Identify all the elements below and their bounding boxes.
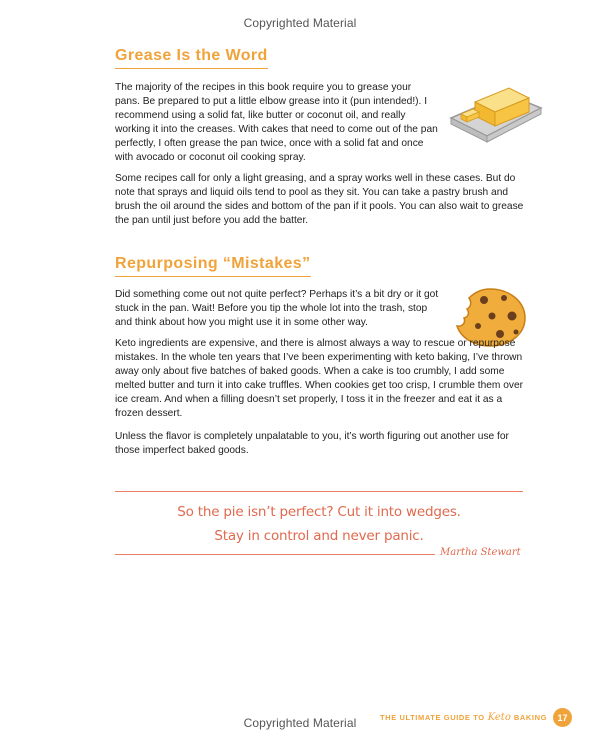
quote-divider-top bbox=[115, 491, 523, 492]
pull-quote-line: Stay in control and never panic. bbox=[214, 528, 424, 544]
page-number: 17 bbox=[553, 708, 572, 727]
copyright-watermark-bottom: Copyrighted Material bbox=[243, 716, 357, 730]
paragraph: Unless the flavor is completely unpalatable to you, it’s worth figuring out another use for those imperfect baked goods. bbox=[115, 431, 509, 456]
butter-dish-icon bbox=[447, 80, 543, 146]
section-heading-repurposing: Repurposing “Mistakes” bbox=[115, 255, 311, 277]
pull-quote-line: So the pie isn’t perfect? Cut it into wedges. bbox=[177, 504, 461, 520]
paragraph: Keto ingredients are expensive, and there is almost always a way to rescue or repurpose mistakes. In the whole ten years that I’ve been experimenting with keto baking, I’ve thrown away only about five batches of baked goods. When a cake is too crumbly, I add some melted butter and turn it into cake truffles. When cookies get too crisp, I crumble them over ice cream. And when a filling doesn’t set properly, I toss it in the freezer and eat it as a frozen dessert. bbox=[115, 338, 524, 419]
footer-book-title-script: Keto bbox=[487, 712, 511, 723]
paragraph: Some recipes call for only a light greasing, and a spray works well in these cases. But do note that sprays and liquid oils tend to pool as they sit. You can take a pastry brush and brush the oil around the sides and bottom of the pan if it pools. You can also wait to grease the pan until just before you add the batter. bbox=[115, 173, 524, 226]
section-heading-grease: Grease Is the Word bbox=[115, 47, 268, 69]
paragraph: Did something come out not quite perfect? Perhaps it’s a bit dry or it got stuck in the pan. Wait! Before you tip the whole lot into the trash, stop and think about how you might use it in some other way. bbox=[115, 289, 439, 328]
footer-book-title-suffix: BAKING bbox=[513, 713, 548, 722]
paragraph: The majority of the recipes in this book require you to grease your pans. Be prepared to put a little elbow grease into it (pun intended!). I recommend using a solid fat, like butter or coconut oil, and really working it into the creases. With cakes that need to come out of the pan perfectly, I often grease the pan twice, once with a solid fat and once with avocado or coconut oil cooking spray. bbox=[115, 82, 438, 163]
quote-divider-bottom bbox=[115, 554, 435, 555]
copyright-watermark-top: Copyrighted Material bbox=[243, 16, 357, 30]
footer-book-title-prefix: THE ULTIMATE GUIDE TO bbox=[380, 713, 485, 722]
quote-author: Martha Stewart bbox=[440, 547, 521, 558]
